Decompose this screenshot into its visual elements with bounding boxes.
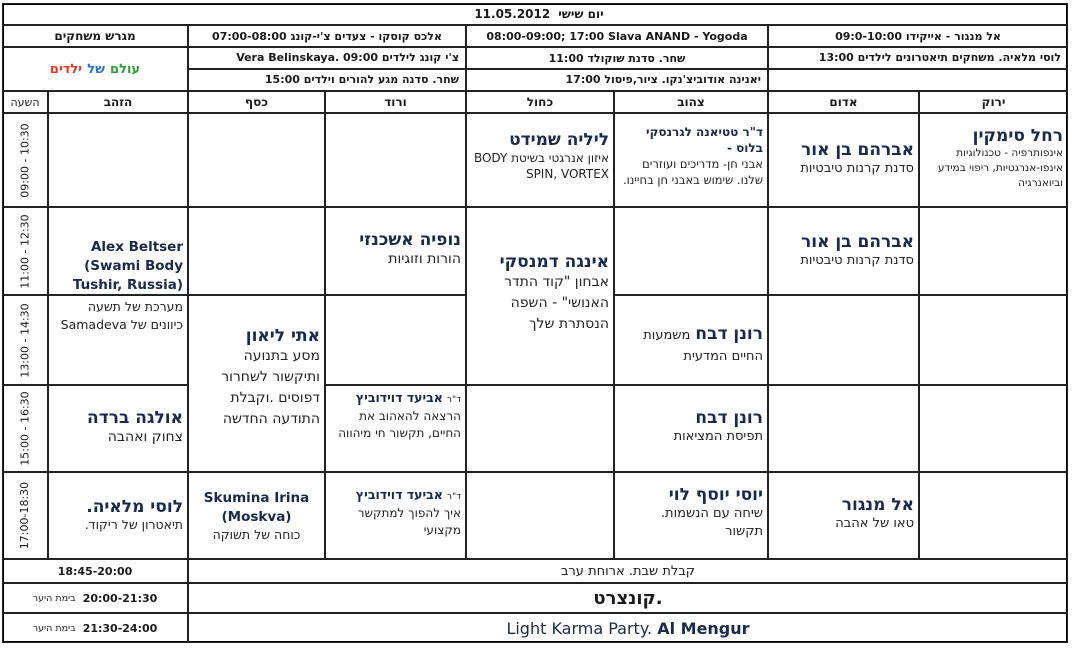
pink-slot-3: [325, 295, 466, 385]
yellow-slot-4: [614, 385, 768, 472]
session-title: ד"ר: [446, 492, 461, 502]
session-name: נופיה אשכנזי: [359, 230, 461, 250]
session-desc: אבני חן- מדריכים ועוזרים שלנו. שימוש באבני חן בחיינו.: [622, 157, 763, 187]
party-name: Light Karma Party.: [506, 618, 653, 638]
session-desc: איזון אנרגטי בשיטת BODY SPIN, VORTEX: [473, 151, 609, 181]
session-desc: טאו של אהבה: [835, 516, 914, 531]
evening-place: בימת היער: [32, 622, 76, 634]
kids-world-logo: [2, 47, 188, 91]
chocolate-workshop: שחר. סדנת שוקולד 11:00: [466, 47, 768, 69]
evening-time-3: [2, 613, 188, 643]
session-desc: סדנת קרנות טיבטיות: [800, 161, 914, 176]
red-slot-1: [768, 113, 919, 207]
col-pink: ורוד: [325, 91, 466, 113]
yellow-slot-5: [614, 472, 768, 559]
session-name: אביעד דוידוביץ: [355, 487, 443, 502]
parents-kids-touch: שחר. סדנה מגע להורים וילדים 15:00: [188, 69, 466, 91]
blue-slot-5: [466, 472, 614, 559]
session-name: אברהם בן אור: [801, 140, 914, 160]
green-slot-3: [919, 295, 1068, 385]
top-activity-qigong: אלכס קוסקו - צעדים צ'י-קונג 07:00-08:00: [188, 25, 466, 47]
session-name: לוסי מלאיה.: [86, 497, 183, 517]
evening-time: 21:30-24:00: [82, 621, 158, 635]
session-name: יוסי יוסף לוי: [668, 485, 763, 505]
top-activity-yogoda: 08:00-09:00; 17:00 Slava ANAND - Yogoda: [466, 25, 768, 47]
evening-event-1: קבלת שבת. ארוחת ערב: [188, 559, 1068, 583]
silver-slot-3: [188, 295, 325, 472]
session-name: אינגה דמנסקי: [499, 252, 609, 272]
gold-slot-4: [48, 385, 188, 472]
time-slot-2: 11:00 - 12:30: [2, 207, 48, 295]
time-slot-3: 13:00 - 14:30: [2, 295, 48, 385]
session-desc: תפיסת המציאות: [673, 429, 763, 444]
session-name: Alex Beltser (Swami Body Tushir, Russia): [72, 239, 183, 293]
red-slot-2: [768, 207, 919, 295]
kids-qigong: צ'י קונג לילדים Vera Belinskaya. 09:00: [188, 47, 466, 69]
col-yellow: צהוב: [614, 91, 768, 113]
session-desc: אבחון "קוד התדר האנושי" - השפה הנסתרת שלך: [504, 274, 609, 332]
red-slot-3: [768, 295, 919, 385]
col-gold: הזהב: [48, 91, 188, 113]
evening-time: 20:00-21:30: [82, 591, 158, 605]
time-slot-1: 09:00 - 10:30: [2, 113, 48, 207]
gold-slot-5: [48, 472, 188, 559]
session-name: רונן דבח: [695, 324, 763, 344]
yellow-slot-3: [614, 295, 768, 385]
session-desc: מערכת של תשעה כיוונים של Samadeva: [60, 299, 183, 332]
session-desc: תיאטרון של ריקוד.: [84, 517, 183, 532]
gold-slot-2: [48, 207, 188, 295]
time-slot-5: 17:00-18:30: [2, 472, 48, 559]
top-activity-aikido: אל מנגור - אייקידו 09:0-10:00: [768, 25, 1068, 47]
time-slot-4: 15:00 - 16:30: [2, 385, 48, 472]
col-time: השעה: [2, 91, 48, 113]
blue-slot-2: [466, 207, 614, 385]
green-slot-1: [919, 113, 1068, 207]
blue-slot-1: [466, 113, 614, 207]
drawing-sculpture: יאנינה אודוביצ'נקו. ציור,פיסול 17:00: [466, 69, 768, 91]
session-desc: כוחה של תשוקה: [212, 526, 301, 542]
session-name: אולגה ברדה: [87, 408, 183, 428]
col-silver: כסף: [188, 91, 325, 113]
playground-label: מגרש משחקים: [2, 25, 188, 47]
session-desc: איך להפוך למתקשר מקצועי: [357, 506, 461, 537]
blue-slot-4: [466, 385, 614, 472]
session-name: רחל סימקין: [972, 126, 1063, 146]
day-date-header: [2, 3, 1068, 25]
session-title: ד"ר: [446, 395, 461, 405]
day: יום שישי: [558, 7, 604, 21]
evening-time-1: 18:45-20:00: [2, 559, 188, 583]
col-blue: כחול: [466, 91, 614, 113]
logo-word-1: ילדים: [49, 61, 83, 77]
gold-slot-1: [48, 113, 188, 207]
session-desc: שיחה עם הנשמות. תקשור: [660, 506, 763, 539]
evening-event-2: קונצרט.: [188, 583, 1068, 613]
session-name: Skumina Irina (Moskva): [203, 489, 310, 525]
pink-slot-5: [325, 472, 466, 559]
evening-time-2: [2, 583, 188, 613]
kids-theater: לוסי מלאיה. משחקים תיאטרונים לילדים 13:00: [768, 47, 1068, 69]
session-desc: הרצאה להאהוב את החיים, תקשור חי מיהווה: [338, 409, 461, 440]
green-slot-4: [919, 385, 1068, 472]
session-title: ד"ר טטיאנה לגרנסקי: [646, 125, 763, 139]
green-slot-5: [919, 472, 1068, 559]
logo-word-2: של: [87, 61, 105, 77]
session-name: בלוס -: [726, 141, 763, 155]
session-desc: סדנת קרנות טיבטיות: [800, 253, 914, 268]
silver-slot-1: [188, 113, 325, 207]
session-desc: מסע בתנועה ותיקשור לשחרור דפוסים .וקבלת התודעה החדשה: [221, 348, 320, 427]
gold-slot-3: [48, 295, 188, 385]
pink-slot-4: [325, 385, 466, 472]
pink-slot-2: [325, 207, 466, 295]
party-host: Al Mengur: [657, 618, 750, 638]
session-name: ליליה שמידט: [509, 130, 609, 150]
session-name: אביעד דוידוביץ: [355, 390, 443, 405]
red-slot-4: [768, 385, 919, 472]
empty-header-cell: [768, 69, 1068, 91]
session-desc: משמעות החיים המדעית: [643, 328, 763, 364]
session-name: אל מנגור: [841, 495, 914, 515]
pink-slot-1: [325, 113, 466, 207]
session-desc: אינפותרפיה - טכנולוגיות אינפו-אנרגטיות, ריפוי במידע וביואנרגיה: [937, 147, 1063, 189]
session-desc: צחוק ואהבה: [107, 429, 183, 445]
green-slot-2: [919, 207, 1068, 295]
red-slot-5: [768, 472, 919, 559]
session-desc: הורות וזוגיות: [388, 251, 461, 267]
yellow-slot-2: [614, 207, 768, 295]
evening-event-3: [188, 613, 1068, 643]
session-name: אברהם בן אור: [801, 232, 914, 252]
silver-slot-5: [188, 472, 325, 559]
col-green: ירוק: [919, 91, 1068, 113]
yellow-slot-1: [614, 113, 768, 207]
session-name: רונן דבח: [695, 408, 763, 428]
evening-place: בימת היער: [32, 592, 76, 604]
col-red: אדום: [768, 91, 919, 113]
silver-slot-2: [188, 207, 325, 295]
logo-word-3: עולם: [110, 61, 141, 77]
session-name: אתי ליאון: [245, 326, 320, 346]
date: 11.05.2012: [474, 7, 551, 21]
